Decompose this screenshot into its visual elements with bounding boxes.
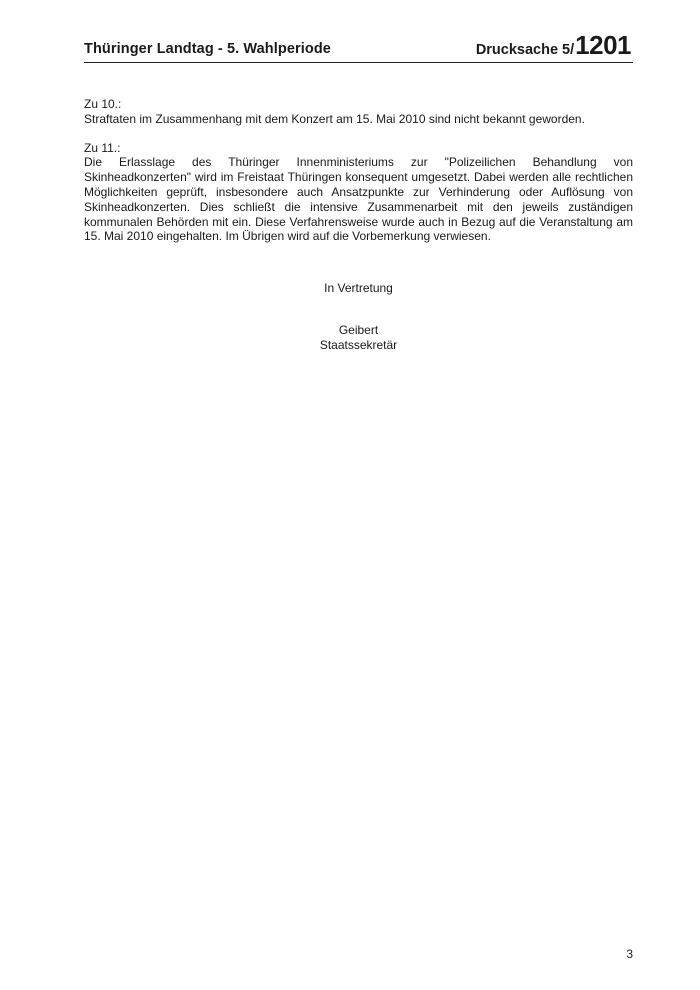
answer-text: Die Erlasslage des Thüringer Innenministeriums zur "Polizeilichen Behandlung von Skinheadkonzerten" wird im Freistaat Thüringen konsequent umgesetzt. Dabei werden alle rechtlichen Möglichkeiten geprüft, insbesondere auch Ansatzpunkte zur Verhinderung oder Auflösung von Skinheadkonzerten. Dies schließt die intensive Zusammenarbeit mit den jeweils zuständigen kommunalen Behörden mit ein. Diese Verfahrensweise wurde auch in Bezug auf die Veranstaltung am 15. Mai 2010 eingehalten. Im Übrigen wird auf die Vorbemerkung verwiesen. — [84, 155, 633, 244]
in-representation-text: In Vertretung — [324, 281, 393, 295]
answer-heading: Zu 10.: — [84, 97, 122, 111]
page-header — [84, 28, 633, 63]
page-number: 3 — [626, 947, 633, 961]
document-label: Drucksache 5/ — [475, 42, 575, 58]
answer-section-11 — [84, 141, 633, 245]
closing-formula — [84, 281, 633, 296]
answer-heading: Zu 11.: — [84, 140, 121, 155]
document-reference — [476, 32, 631, 58]
signer-title: Staatssekretär — [319, 337, 398, 352]
document-number: 1201 — [575, 30, 631, 60]
signature-block — [84, 323, 633, 353]
parliament-title: Thüringer Landtag - 5. Wahlperiode — [84, 41, 331, 57]
answer-text: Straftaten im Zusammenhang mit dem Konzert am 15. Mai 2010 sind nicht bekannt geworden. — [84, 111, 585, 126]
answer-section-10 — [84, 97, 633, 127]
signer-name: Geibert — [338, 323, 379, 337]
document-body — [84, 97, 633, 258]
